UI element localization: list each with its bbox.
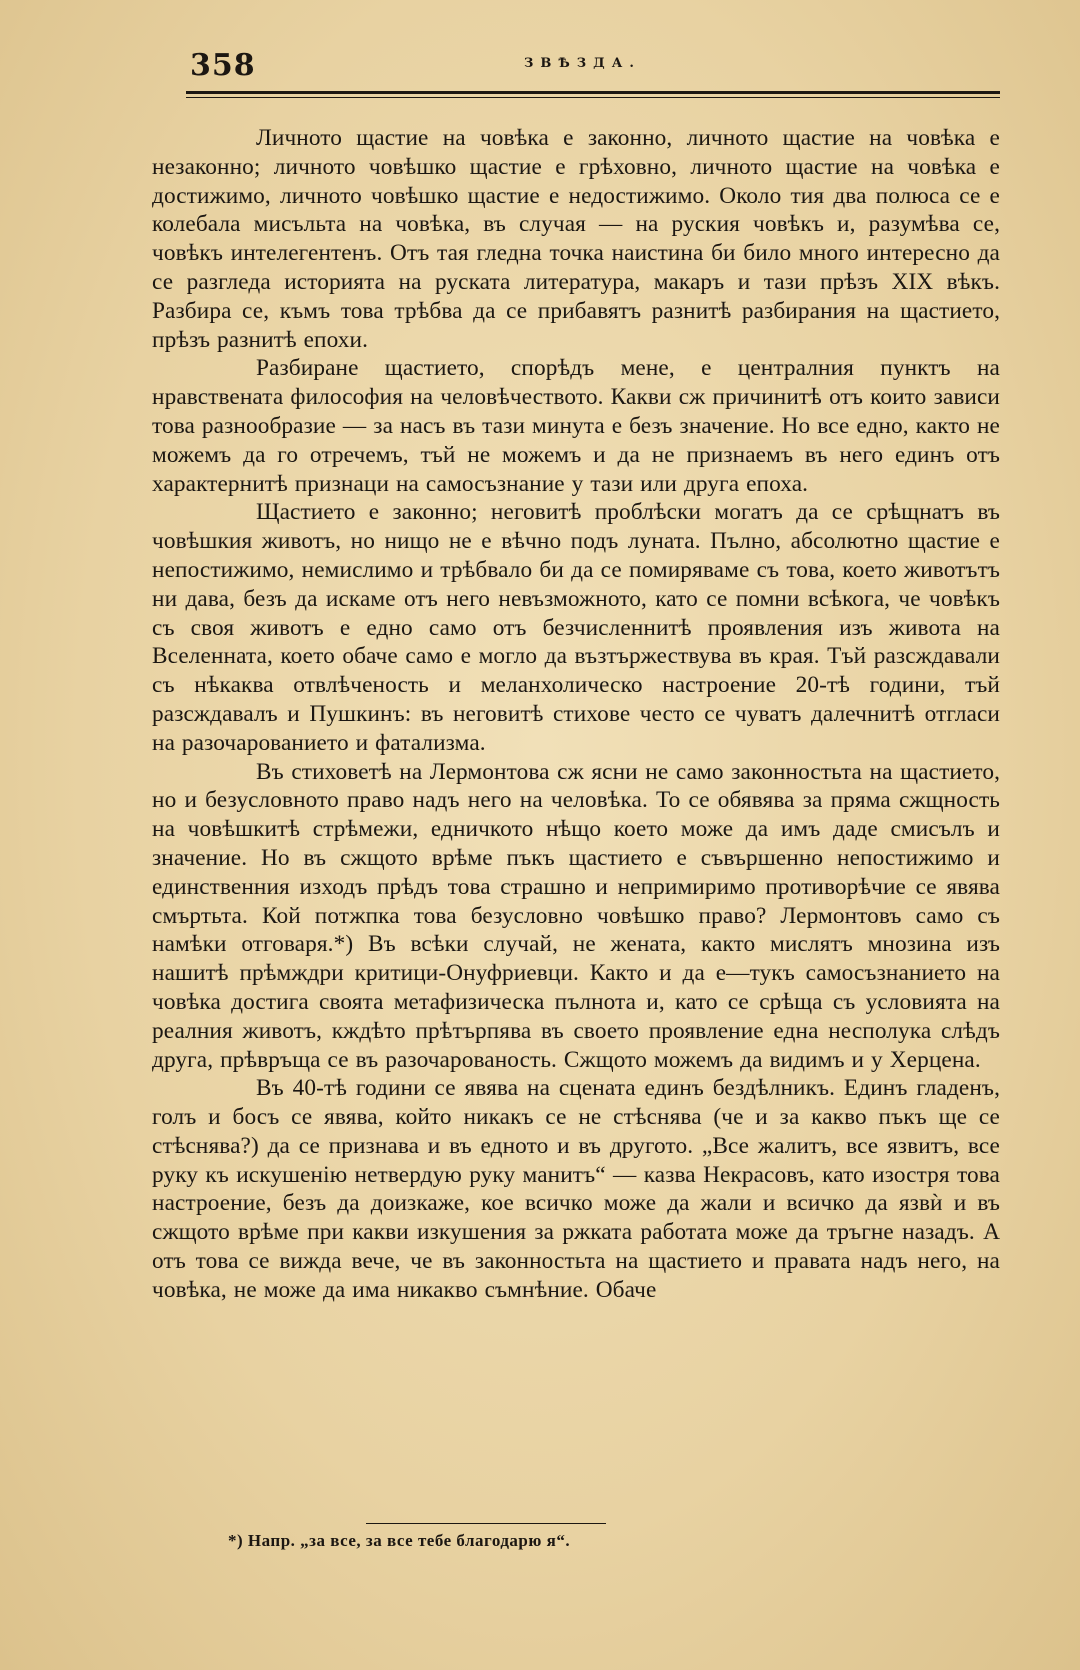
paragraph-4: Въ стиховетѣ на Лермонтова сж ясни не само законностьта на щастието, но и безусловното право надъ него на человѣка. То се обявява за пряма сжщность на човѣшкитѣ стрѣмежи, едничкото нѣщо което може да имъ даде смисълъ и значение. Но въ сжщото врѣме пъкъ щастието е съвършенно непостижимо и единственния изходъ прѣдъ това страшно и непримиримо противорѣчие се явява смъртьта. Кой потжпка това безусловно човѣшко право? Лермонтовъ само съ намѣки отговаря.*) Въ всѣки случай, не жената, както мислятъ мнозина изъ нашитѣ прѣмждри критици-Онуфриевци. Както и да е—тукъ самосъзнанието на човѣка достига своята метафизическа пълнота и, като се срѣща съ условията на реалния животъ, кждѣто прѣтърпява въ своето проявление една несполука слѣдъ друга, прѣвръща се въ разочарованость. Сжщото можемъ да видимъ и у Херцена. bbox=[152, 758, 1000, 1073]
page-number: 358 bbox=[190, 48, 256, 83]
paragraph-2: Разбиране щастието, спорѣдъ мене, е централния пунктъ на нравствената философия на человѣчеството. Какви сж причинитѣ отъ които зависи това разнообразие — за насъ въ тази минута е безъ значение. Но все едно, както не можемъ да го отречемъ, тъй не можемъ и да не признаемъ въ него единъ отъ характернитѣ признаци на самосъзнание у тази или друга епоха. bbox=[152, 355, 1000, 497]
footnote-rule bbox=[366, 1523, 606, 1524]
header-rule-thick bbox=[186, 91, 1000, 94]
paragraph-3: Щастието е законно; неговитѣ проблѣски могатъ да се срѣщнатъ въ човѣшкия животъ, но нищо не е вѣчно подъ луната. Пълно, абсолютно щастие е непостижимо, немислимо и трѣбвало би да се помиряваме съ това, което животътъ ни дава, безъ да искаме отъ него невъзможното, като се помни всѣкога, че човѣкъ съ своя животъ е едно само отъ безчисленнитѣ проявления изъ живота на Вселенната, което обаче само е могло да възтържествува въ края. Тъй разсждавали съ нѣкаква отвлѣченость и меланхолическо настроение 20-тѣ години, тъй разсждавалъ и Пушкинъ: въ неговитѣ стихове често се чуватъ далечнитѣ отгласи на разочарованието и фатализма. bbox=[152, 499, 1000, 756]
running-title: ЗВѢЗДА. bbox=[524, 56, 641, 71]
header-rule-thin bbox=[186, 97, 1000, 98]
body-text bbox=[152, 124, 1000, 1305]
paragraph-1: Личното щастие на човѣка е законно, личното щастие на човѣка е незаконно; личното човѣшко щастие е грѣховно, личното щастие на човѣка е достижимо, личното човѣшко щастие е недостижимо. Около тия два полюса се е колебала мисъльта на човѣка, въ случая — на руския човѣкъ и, разумѣва се, човѣкъ интелегентенъ. Отъ тая гледна точка наистина би било много интересно да се разгледа историята на руската литература, макаръ и тази прѣзъ XIX вѣкъ. Разбира се, къмъ това трѣбва да се прибавятъ разнитѣ разбирания на щастието, прѣзъ разнитѣ епохи. bbox=[152, 125, 1000, 353]
paragraph-5: Въ 40-тѣ години се явява на сцената единъ бездѣлникъ. Единъ гладенъ, голъ и босъ се явява, който никакъ се не стѣснява (че и за какво пъкъ ще се стѣснява?) да се признава и въ едното и въ другото. „Все жалитъ, все язвитъ, все руку къ искушенію нетвердую руку манитъ“ — казва Некрасовъ, като изостря това настроение, безъ да доизкаже, кое всичко може да жали и всичко да язвѝ и въ сжщото врѣме при какви изкушения за ржката работата може да тръгне назадъ. А отъ това се вижда вече, че въ законностьта на щастието и правата надъ него, на човѣка, не може да има никакво съмнѣние. Обаче bbox=[152, 1075, 1000, 1303]
footnote: *) Напр. „за все, за все тебе благодарю я“. bbox=[228, 1531, 571, 1550]
page-header bbox=[188, 46, 998, 86]
